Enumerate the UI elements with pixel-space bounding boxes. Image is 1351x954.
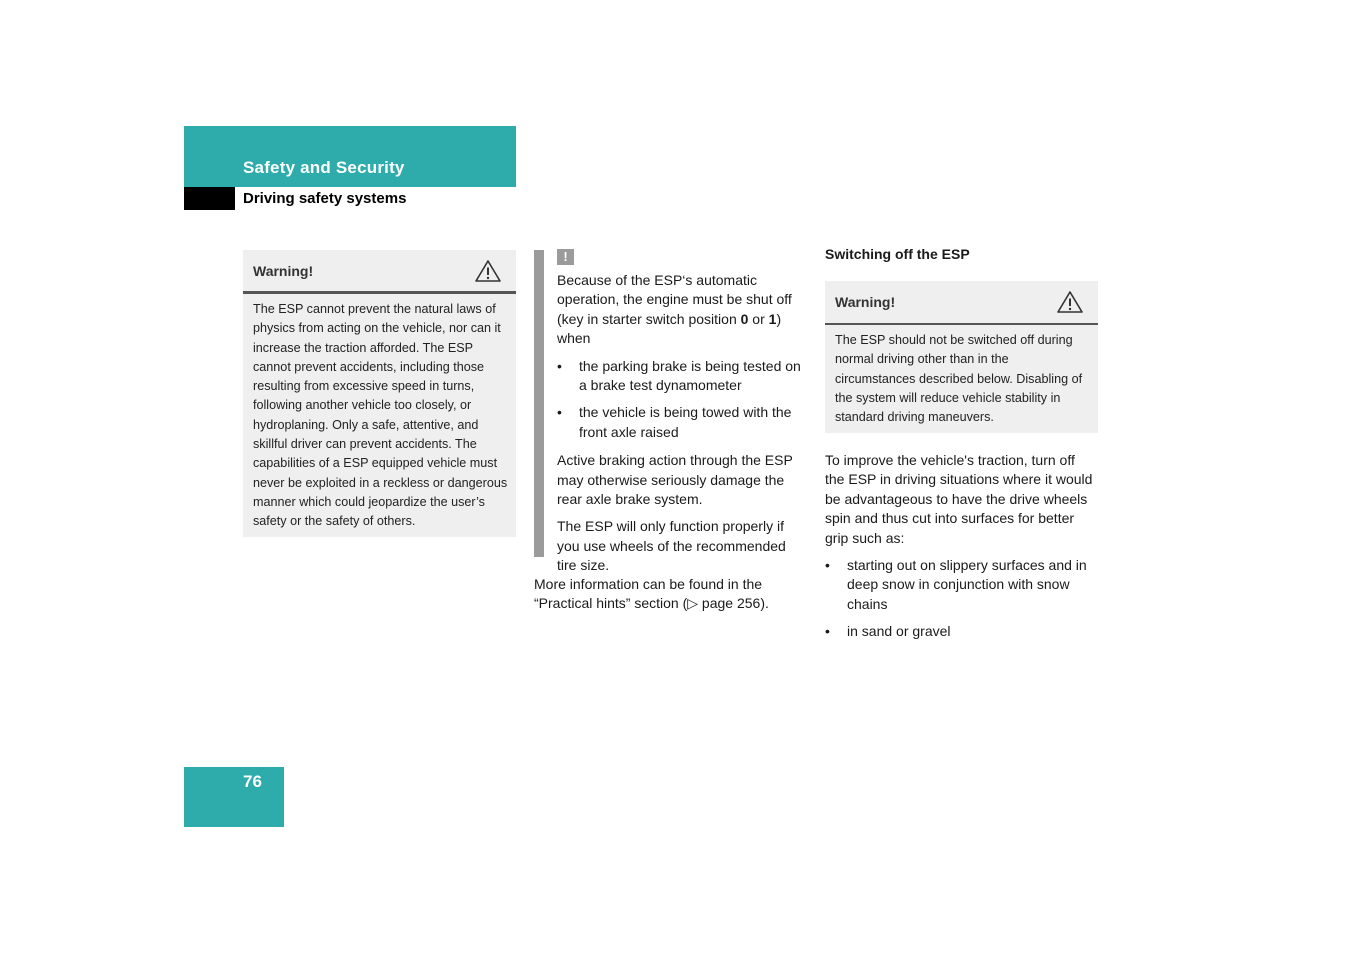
warning-box-esp-limits: [243, 250, 516, 537]
note-para-tires: The ESP will only function properly if you use wheels of the recommended tire size.: [557, 518, 786, 574]
warning-text: The ESP should not be switched off during normal driving other than in the circumstances described below. Disabling of the system will reduce vehicle stability in standard driving maneuvers.: [835, 333, 1083, 425]
note-intro: Because of the ESP‘s automatic operation, the engine must be shut off (key in starter switch position 0 or 1) when: [557, 272, 792, 347]
list-item: • in sand or gravel: [825, 622, 1098, 641]
list-item: • starting out on slippery surfaces and in deep snow in conjunction with snow chains: [825, 556, 1098, 614]
section-title: Safety and Security: [243, 158, 405, 177]
warning-triangle-icon: [474, 259, 502, 283]
page-number-box: [184, 767, 284, 827]
switch-off-content: [825, 451, 1098, 642]
warning-header: [825, 281, 1098, 325]
note-bar: [534, 250, 544, 557]
section-marker: [184, 187, 235, 210]
list-item: • the parking brake is being tested on a brake test dynamometer: [557, 357, 809, 396]
note-para-braking: Active braking action through the ESP may otherwise seriously damage the rear axle brake system.: [557, 452, 793, 508]
more-info-text: More information can be found in the “Practical hints” section (▷ page 256).: [534, 576, 769, 612]
page-number: 76: [243, 772, 262, 791]
warning-label: Warning!: [253, 262, 314, 279]
switching-off-heading: Switching off the ESP: [825, 246, 970, 262]
warning-box-esp-off: [825, 281, 1098, 433]
key-position-0: 0: [740, 310, 749, 327]
warning-header: [243, 250, 516, 294]
warning-text: The ESP cannot prevent the natural laws of physics from acting on the vehicle, nor can it increase the traction afforded. The ESP cannot prevent accidents, including those resulting from excessive speed in turns, following another vehicle too closely, or hydroplaning. Only a safe, attentive, and skillful driver can prevent accidents. The capabilities of a ESP equipped vehicle must never be exploited in a reckless or dangerous manner which could jeopardize the user’s safety or the safety of others.: [253, 302, 508, 529]
key-position-1: 1: [768, 310, 777, 327]
note-bullet-list: [557, 357, 809, 443]
note-content: [557, 271, 809, 576]
situation-bullet-list: [825, 556, 1098, 642]
subsection-title: Driving safety systems: [243, 190, 407, 207]
note-exclamation-icon: !: [557, 249, 574, 265]
warning-label: Warning!: [835, 294, 896, 310]
traction-paragraph: To improve the vehicle's traction, turn off the ESP in driving situations where it would be advantageous to have the drive wheels spin and thus cut into surfaces for better grip such as:: [825, 452, 1093, 546]
warning-triangle-icon: [1056, 290, 1084, 314]
list-item: • the vehicle is being towed with the front axle raised: [557, 403, 809, 442]
